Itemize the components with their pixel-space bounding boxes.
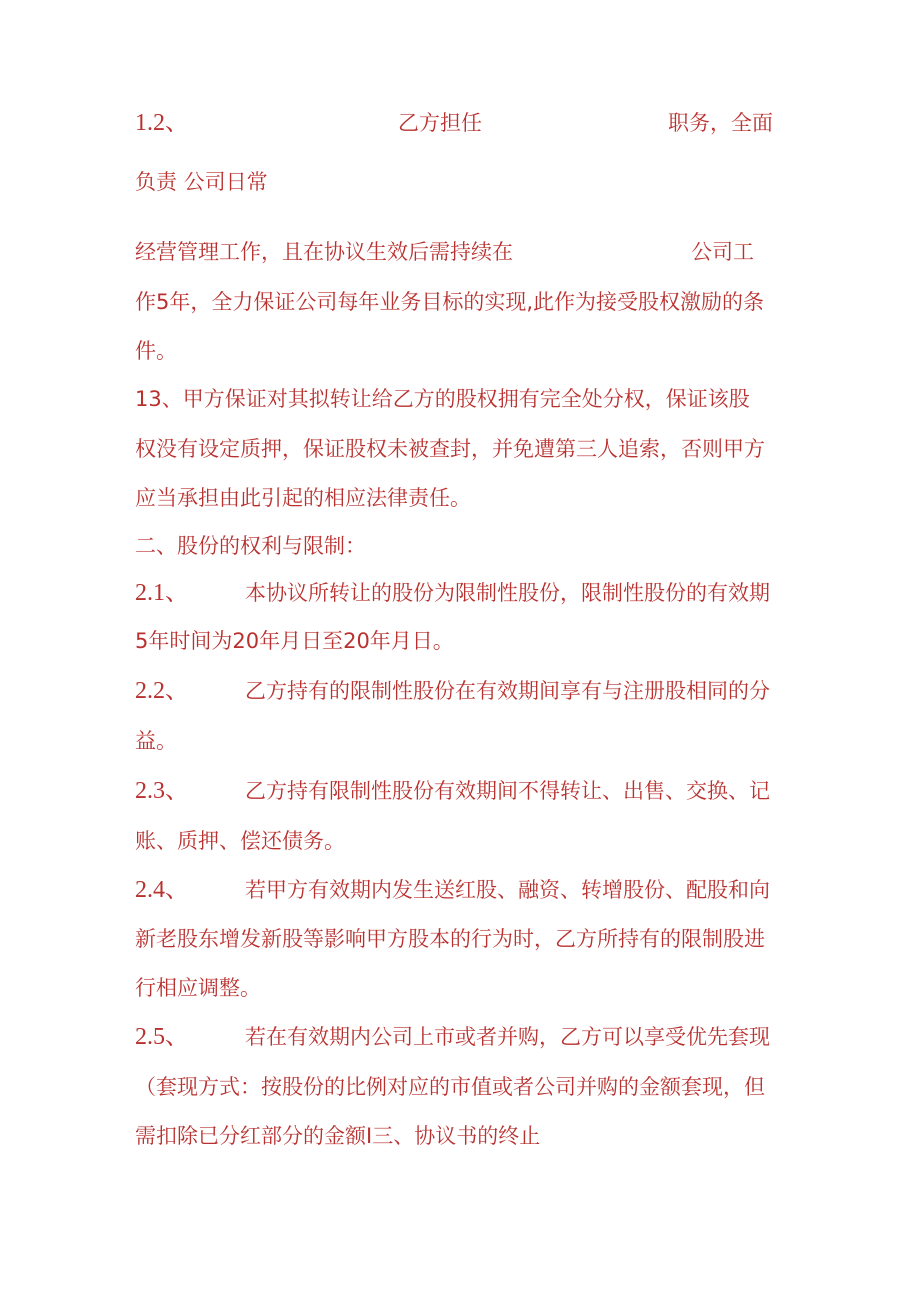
clause-1-2-line-4: 作5年，全力保证公司每年业务目标的实现,此作为接受股权激励的条 [135,290,765,314]
clause-1-2-line-5: 件。 [135,339,177,363]
clause-2-4-line-2: 新老股东增发新股等影响甲方股本的行为时，乙方所持有的限制股进 [135,927,765,951]
clause-text: 乙方担任 [398,111,482,135]
clause-text: 乙方持有限制性股份有效期间不得转让、出售、交换、记 [245,779,770,803]
section-heading: 二、股份的权利与限制： [135,534,366,558]
clause-number: 2.1、 [135,580,189,606]
clause-2-3-line-2: 账、质押、偿还债务。 [135,829,345,853]
clause-1-2-line-2: 负责 公司日常 [135,170,268,194]
clause-number: 2.4、 [135,877,189,903]
clause-text: 本协议所转让的股份为限制性股份，限制性股份的有效期 [245,581,770,605]
clause-text: 公司工 [691,240,754,264]
clause-number: 2.3、 [135,778,189,804]
clause-text: 职务，全面 [668,111,773,135]
clause-number: 2.5、 [135,1024,189,1050]
clause-13-line-2: 权没有设定质押，保证股权未被查封，并免遭第三人追索，否则甲方 [135,437,765,461]
clause-number: 2.2、 [135,678,189,704]
clause-2-5-line-3: 需扣除已分红部分的金额I三、协议书的终止 [135,1124,541,1148]
clause-2-4-line-3: 行相应调整。 [135,976,261,1000]
clause-number: 1.2、 [135,110,189,136]
clause-2-2-line-2: 益。 [135,729,177,753]
clause-13-line-1: 13、甲方保证对其拟转让给乙方的股权拥有完全处分权，保证该股 [135,387,750,411]
clause-13-line-3: 应当承担由此引起的相应法律责任。 [135,486,471,510]
clause-2-5-line-2: （套现方式：按股份的比例对应的市值或者公司并购的金额套现，但 [135,1075,765,1099]
clause-2-1-line-2: 5年时间为20年月日至20年月日。 [135,629,454,653]
clause-text: 乙方持有的限制性股份在有效期间享有与注册股相同的分 [245,679,770,703]
clause-text: 经营管理工作，且在协议生效后需持续在 [135,240,513,264]
clause-text: 若在有效期内公司上市或者并购，乙方可以享受优先套现 [245,1025,770,1049]
clause-text: 若甲方有效期内发生送红股、融资、转增股份、配股和向 [245,878,770,902]
